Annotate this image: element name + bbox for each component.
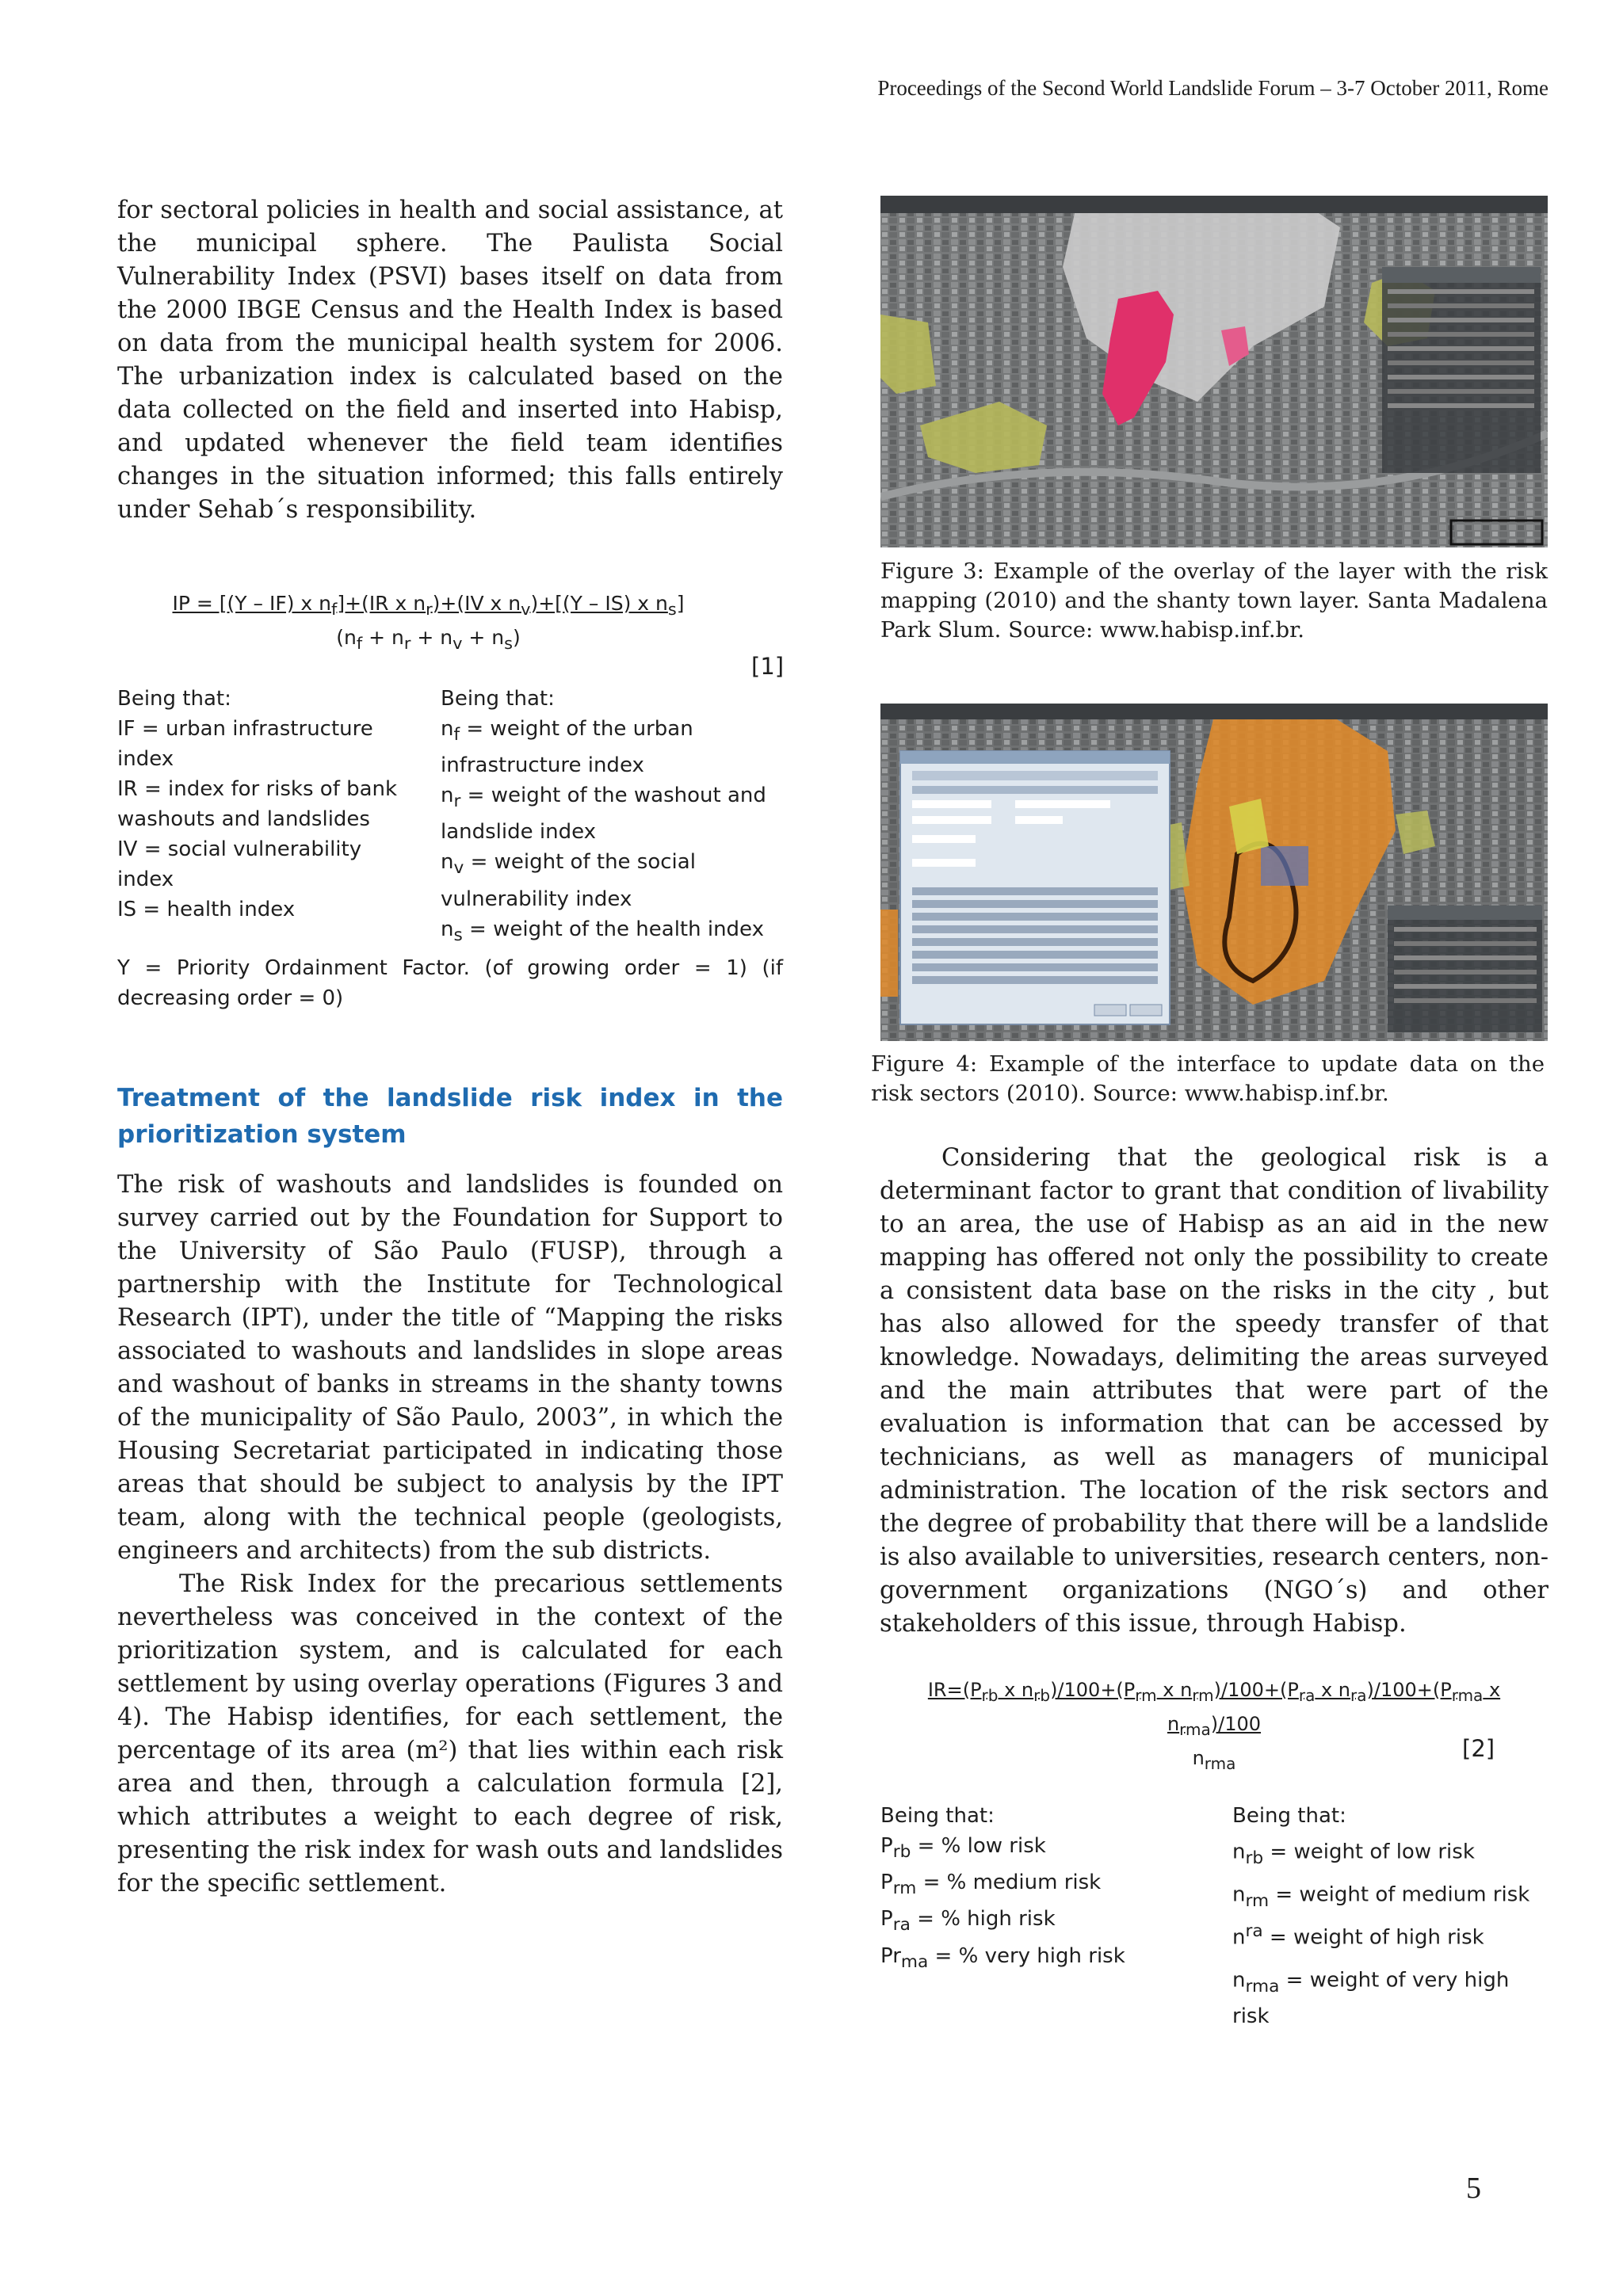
legend-1-weight-item: $n_f$ = weight of the urban infrastructure index: [441, 717, 693, 778]
formula-2: [880, 1676, 1549, 1777]
figure-3-map: [880, 196, 1548, 547]
left-paragraph-3: The Risk Index for the precarious settlements nevertheless was conceived in the context of the prioritization system, and is calculated for each settlement by using overlay operations (Figures 3 and 4). The Habisp identifies, for each settlement, the percentage of its area (m²) that lies within each risk area and then, through a calculation formula [2], which attributes a weight to each degree of risk, presenting the risk index for wash outs and landslides for the specific settlement.: [117, 1570, 783, 1897]
formula-2-denominator: $n_{rma}$: [1192, 1746, 1236, 1773]
legend-1-left-title: Being that:: [117, 687, 231, 711]
legend-2-left-title: Being that:: [880, 1804, 995, 1828]
running-header: Proceedings of the Second World Landslide Forum – 3-7 October 2011, Rome: [877, 76, 1549, 100]
legend-2-weight-item: $n_{rb}$ = weight of low risk: [1232, 1840, 1475, 1868]
legend-1-weight-item: $n_s$ = weight of the health index: [441, 917, 764, 945]
formula-2-number: [2]: [1462, 1735, 1495, 1762]
legend-2-weight-item: $n_{rma}$ = weight of very high risk: [1232, 1968, 1510, 2029]
legend-2-percent-item: $P_{ra}$ = % high risk: [880, 1907, 1056, 1936]
legend-1-left: [117, 684, 418, 925]
figure-3-caption: Figure 3: Example of the overlay of the layer with the risk mapping (2010) and the shanty town layer. Santa Madalena Park Slum. Source: www.habisp.inf.br.: [880, 559, 1548, 643]
page-number: 5: [1466, 2172, 1481, 2205]
figure-4-caption: Figure 4: Example of the interface to update data on the risk sectors (2010). Source: www.habisp.inf.br.: [871, 1051, 1545, 1106]
y-definition: Y = Priority Ordainment Factor. (of growing order = 1) (if decreasing order = 0): [117, 956, 783, 1010]
formula-1-numerator: IP = [(Y – IF) x $n_f]+(IR$ x $n_r)+(IV$ x $n_v)+[(Y - IS)$ x $n_s$]: [172, 592, 685, 619]
legend-1-item: IF = urban infrastructure index: [117, 717, 373, 771]
formula-1-number: [1]: [751, 653, 785, 680]
right-paragraph-1: Considering that the geological risk is a determinant factor to grant that condition of livability to an area, the use of Habisp as an aid in the new mapping has offered not only the possibility to create a consistent data base on the risks in the city , but has also allowed for the speedy transfer of that knowledge. Nowadays, delimiting the areas surveyed and the main attributes that were part of the evaluation is information that can be accessed by technicians, as well as managers of municipal administration. The location of the risk sectors and the degree of probability that there will be a landslide is also available to universities, research centers, non-government organizations (NGO´s) and other stakeholders of this issue, through Habisp.: [880, 1144, 1549, 1638]
legend-1-weight-item: $n_v$ = weight of the social vulnerability index: [441, 850, 696, 911]
legend-2-right: [1232, 1801, 1549, 2031]
legend-1-right-title: Being that:: [441, 687, 555, 711]
figure-4-image: [880, 704, 1548, 1041]
legend-1-right: [441, 684, 773, 951]
legend-2-left: [880, 1801, 1213, 1978]
formula-1-denominator: $(n_f + n_r + n_v + n_s)$: [336, 626, 521, 653]
legend-1-weight-item: $n_r$ = weight of the washout and landslide index: [441, 784, 766, 845]
figure-3-image: [880, 196, 1548, 547]
legend-2-weight-item: $n_{rm}$ = weight of medium risk: [1232, 1882, 1530, 1911]
figure-4-map: [880, 704, 1548, 1041]
legend-2-percent-item: $P_{rm}$ = % medium risk: [880, 1871, 1102, 1899]
formula-2-numerator: $IR=(P_{rb}$ x $n_{rb})/100+(P_{rm}$ x $n_{rm})/100+(P_{ra}$ x $n_{ra})/100+(P_{rma}$ x $n_{rma})/100$: [927, 1679, 1501, 1739]
section-heading: Treatment of the landslide risk index in the prioritization system: [117, 1084, 783, 1149]
left-paragraph-1: for sectoral policies in health and social assistance, at the municipal sphere. The Paulista Social Vulnerability Index (PSVI) bases itself on data from the 2000 IBGE Census and the Health Index is based on data from the municipal health system for 2006. The urbanization index is calculated based on the data collected on the field and inserted into Habisp, and updated whenever the field team identifies changes in the situation informed; this falls entirely under Sehab´s responsibility.: [117, 196, 783, 524]
left-paragraph-2: The risk of washouts and landslides is founded on survey carried out by the Foundation for Support to the University of São Paulo (FUSP), through a partnership with the Institute for Technological Research (IPT), under the title of “Mapping the risks associated to washouts and landslides in slope areas and washout of banks in streams in the shanty towns of the municipality of São Paulo, 2003”, in which the Housing Secretariat participated in indicating those areas that should be subject to analysis by the IPT team, along with the technical people (geologists, engineers and architects) from the sub districts.: [117, 1171, 783, 1565]
legend-1-item: IV = social vulnerability index: [117, 837, 362, 891]
legend-2-right-title: Being that:: [1232, 1804, 1346, 1828]
legend-2-weight-item: $n^{ra}$ = weight of high risk: [1232, 1920, 1484, 1950]
legend-2-percent-item: $Pr_{ma}$ = % very high risk: [880, 1943, 1125, 1972]
legend-1-item: IS = health index: [117, 898, 296, 921]
legend-1-item: IR = index for risks of bank washouts and landslides: [117, 777, 398, 831]
legend-2-percent-item: $P_{rb}$ = % low risk: [880, 1834, 1046, 1863]
formula-1: [117, 589, 783, 658]
